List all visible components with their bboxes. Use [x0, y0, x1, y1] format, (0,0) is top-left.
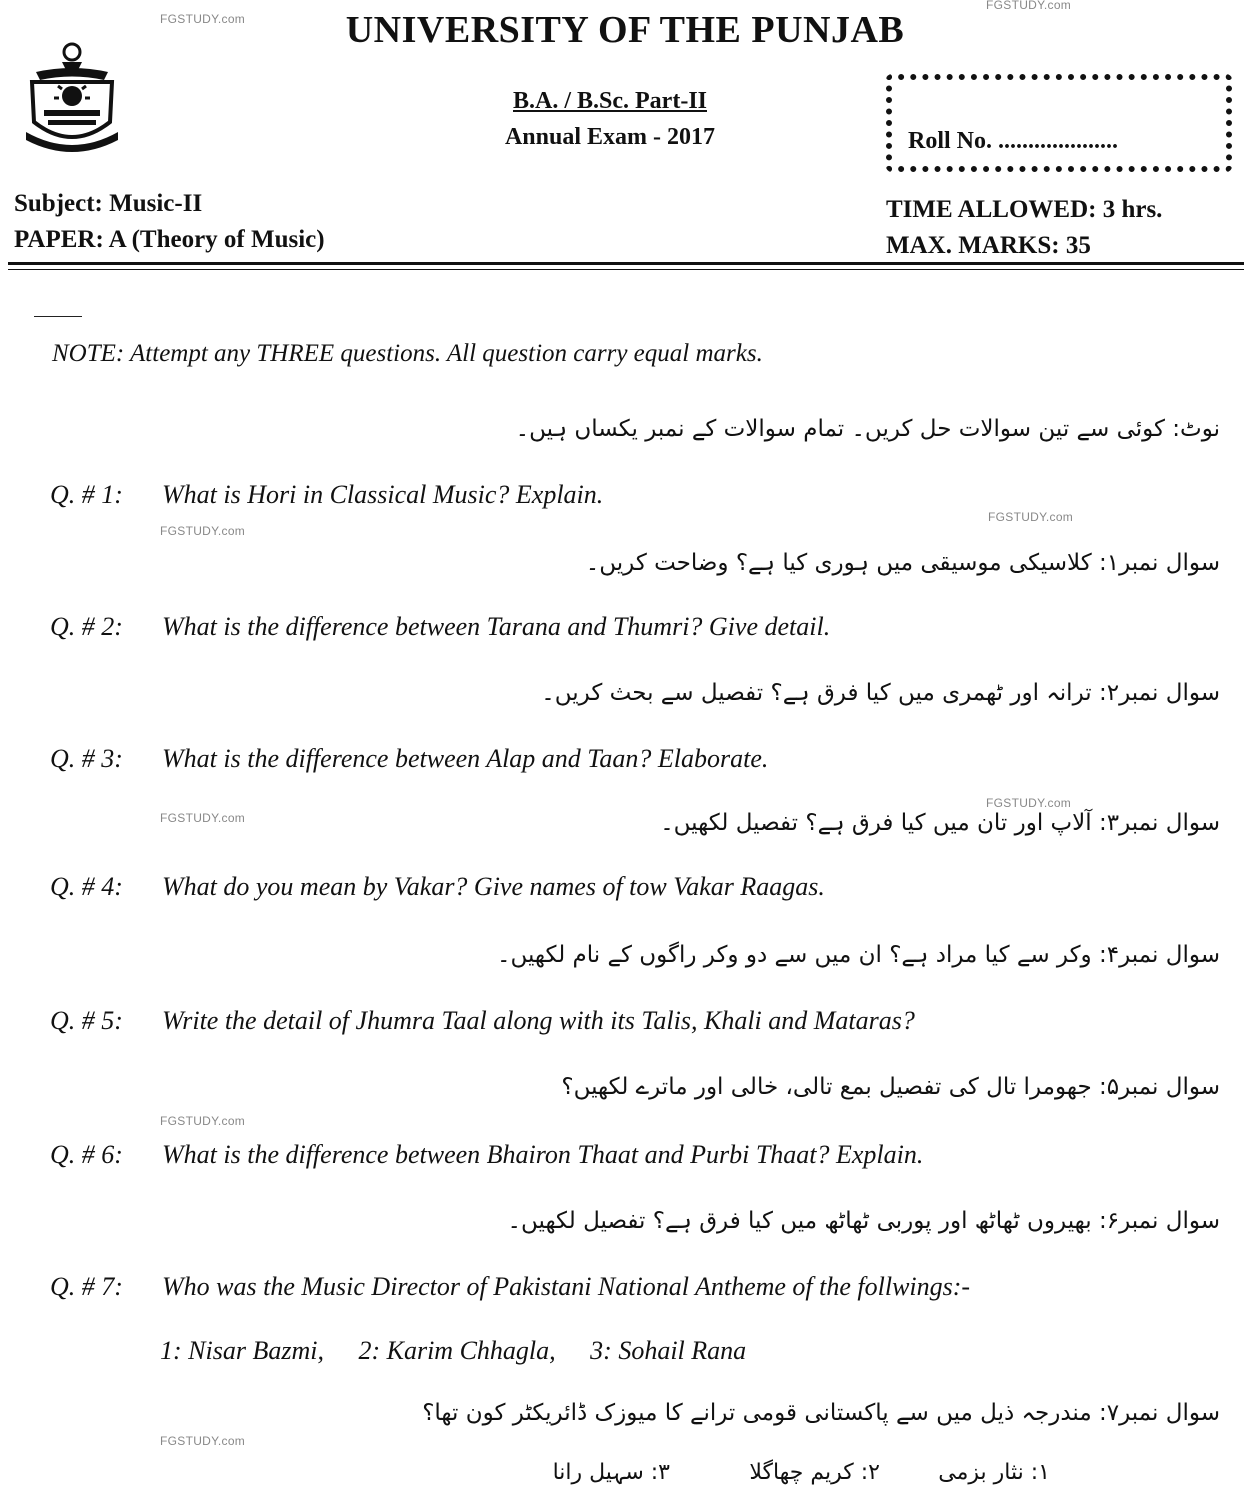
question-7-options — [160, 1336, 774, 1366]
question-5-urdu: سوال نمبر۵: جھومرا تال کی تفصیل بمع تالی، خالی اور ماترے لکھیں؟ — [561, 1074, 1220, 1100]
question-7 — [50, 1272, 970, 1302]
question-7-urdu: سوال نمبر۷: مندرجہ ذیل میں سے پاکستانی قومی ترانے کا میوزک ڈائریکٹر کون تھا؟ — [422, 1400, 1220, 1426]
program-title: B.A. / B.Sc. Part-II — [513, 88, 707, 114]
watermark: FGSTUDY.com — [986, 796, 1072, 810]
question-number: Q. # 6: — [50, 1140, 123, 1169]
option-2: 2: Karim Chhagla, — [358, 1336, 556, 1365]
question-4 — [50, 872, 825, 902]
exam-title: Annual Exam - 2017 — [504, 124, 716, 150]
question-text: Write the detail of Jhumra Taal along with its Talis, Khali and Mataras? — [162, 1006, 915, 1035]
paper-label: PAPER: A (Theory of Music) — [14, 226, 325, 253]
question-5 — [50, 1006, 915, 1036]
question-1 — [50, 480, 603, 510]
watermark: FGSTUDY.com — [160, 1434, 246, 1448]
question-3-urdu: سوال نمبر۳: آلاپ اور تان میں کیا فرق ہے؟ تفصیل لکھیں۔ — [660, 810, 1220, 836]
question-text: What is the difference between Alap and Taan? Elaborate. — [162, 744, 769, 773]
time-allowed: TIME ALLOWED: 3 hrs. — [886, 196, 1163, 223]
question-number: Q. # 2: — [50, 612, 123, 641]
question-number: Q. # 3: — [50, 744, 123, 773]
watermark: FGSTUDY.com — [160, 524, 246, 538]
max-marks: MAX. MARKS: 35 — [886, 232, 1091, 259]
question-number: Q. # 7: — [50, 1272, 123, 1301]
watermark: FGSTUDY.com — [988, 510, 1074, 524]
question-6-urdu: سوال نمبر۶: بھیروں ٹھاٹھ اور پوربی ٹھاٹھ میں کیا فرق ہے؟ تفصیل لکھیں۔ — [507, 1208, 1220, 1234]
question-text: Who was the Music Director of Pakistani National Antheme of the follwings:- — [162, 1272, 971, 1301]
university-title: UNIVERSITY OF THE PUNJAB — [345, 9, 905, 51]
question-text: What is the difference between Bhairon Thaat and Purbi Thaat? Explain. — [162, 1140, 924, 1169]
note-urdu: نوٹ: کوئی سے تین سوالات حل کریں۔ تمام سوالات کے نمبر یکساں ہیں۔ — [515, 416, 1220, 442]
option-3: 3: Sohail Rana — [590, 1336, 747, 1365]
note-english: NOTE: Attempt any THREE questions. All question carry equal marks. — [52, 340, 763, 367]
option-3-urdu: ۳: سہیل رانا — [552, 1460, 670, 1485]
option-2-urdu: ۲: کریم چھاگلا — [749, 1460, 880, 1485]
question-number: Q. # 4: — [50, 872, 123, 901]
header-divider — [8, 269, 1244, 270]
question-2 — [50, 612, 830, 642]
question-text: What do you mean by Vakar? Give names of tow Vakar Raagas. — [162, 872, 825, 901]
question-1-urdu: سوال نمبر۱: کلاسیکی موسیقی میں ہوری کیا ہے؟ وضاحت کریں۔ — [585, 550, 1220, 576]
watermark: FGSTUDY.com — [160, 12, 246, 26]
question-2-urdu: سوال نمبر۲: ترانہ اور ٹھمری میں کیا فرق ہے؟ تفصیل سے بحث کریں۔ — [541, 680, 1220, 706]
subject-label: Subject: Music-II — [14, 190, 203, 217]
roll-number-box — [886, 74, 1232, 172]
question-number: Q. # 1: — [50, 480, 123, 509]
question-text: What is Hori in Classical Music? Explain. — [162, 480, 604, 509]
option-1: 1: Nisar Bazmi, — [160, 1336, 324, 1365]
option-1-urdu: ۱: نثار بزمی — [938, 1460, 1050, 1485]
question-3 — [50, 744, 768, 774]
question-number: Q. # 5: — [50, 1006, 123, 1035]
divider — [34, 316, 82, 317]
watermark: FGSTUDY.com — [986, 0, 1072, 12]
roll-number-label: Roll No. .................... — [908, 128, 1118, 154]
question-4-urdu: سوال نمبر۴: وکر سے کیا مراد ہے؟ ان میں سے دو وکر راگوں کے نام لکھیں۔ — [497, 942, 1220, 968]
question-text: What is the difference between Tarana and Thumri? Give detail. — [162, 612, 831, 641]
question-6 — [50, 1140, 923, 1170]
watermark: FGSTUDY.com — [160, 811, 246, 825]
watermark: FGSTUDY.com — [160, 1114, 246, 1128]
header-divider — [8, 262, 1244, 265]
university-emblem-icon — [22, 40, 122, 158]
